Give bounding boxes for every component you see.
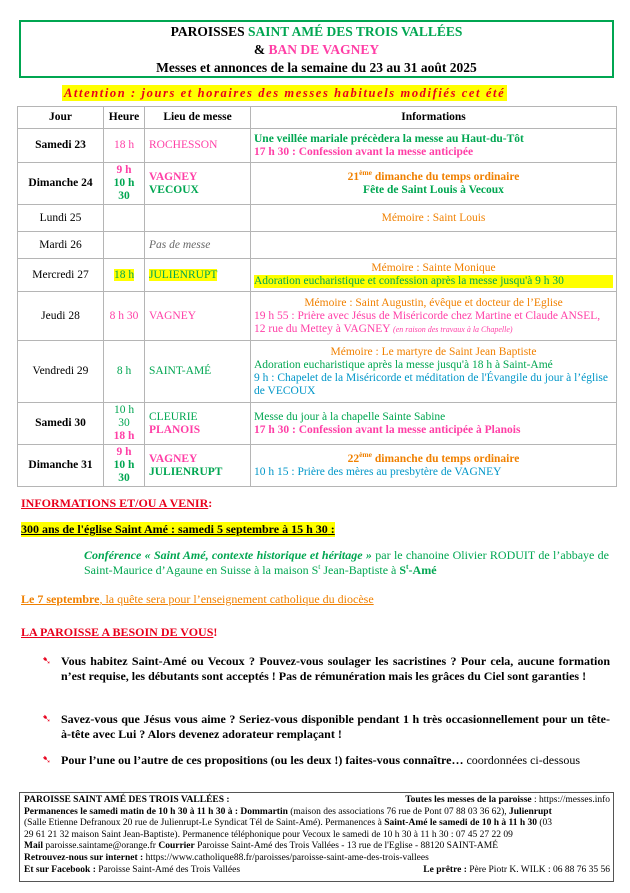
- row-info: [251, 259, 617, 292]
- collection-note: Le 7 septembre, la quête sera pour l’enseignement catholique du diocèse: [21, 592, 374, 606]
- row-info: [251, 445, 617, 487]
- list-item: [42, 654, 610, 683]
- header-line-2: [21, 41, 612, 59]
- row-place: VAGNEY: [145, 292, 251, 341]
- row-info: [251, 232, 617, 259]
- info-line: 21ème dimanche du temps ordinaire: [347, 167, 520, 183]
- list-item: [42, 712, 610, 741]
- info-line: Adoration eucharistique après la messe jusqu'à 18 h à Saint-Amé: [254, 358, 553, 371]
- info-line: 9 h : Chapelet de la Miséricorde et méditation de l'Évangile du jour à l’église de VECOUX: [254, 371, 608, 397]
- row-hour: 18 h: [104, 259, 145, 292]
- info-line: Mémoire : Saint Augustin, évêque et docteur de l’Eglise: [304, 296, 563, 309]
- footer-line: PAROISSE SAINT AMÉ DES TROIS VALLÉES : Toutes les messes de la paroisse : https://messes.info: [24, 795, 610, 805]
- row-day: Dimanche 31: [18, 445, 104, 487]
- row-day: Vendredi 29: [18, 341, 104, 403]
- hour-line: 10 h 30: [113, 177, 135, 202]
- table-row: [18, 163, 617, 205]
- row-place: ROCHESSON: [145, 129, 251, 163]
- row-info: [251, 292, 617, 341]
- row-day: Lundi 25: [18, 205, 104, 232]
- row-place: Pas de messe: [145, 232, 251, 259]
- row-place: [145, 163, 251, 205]
- table-row: [18, 445, 617, 487]
- col-info: Informations: [251, 107, 617, 129]
- hour-line: 10 h 30: [113, 459, 135, 484]
- info-line: 17 h 30 : Confession avant la messe anticipée: [254, 145, 474, 158]
- place-line: VAGNEY: [149, 452, 198, 465]
- row-hour: [104, 205, 145, 232]
- row-place: JULIENRUPT: [145, 259, 251, 292]
- hand-arrow-icon: ➷: [42, 655, 52, 667]
- bullet-text: Savez-vous que Jésus vous aime ? Seriez-vous disponible pendant 1 h très occasionnellement pour un tête-à-tête avec Lui ? Alors devenez adorateur remplaçant !: [61, 712, 610, 741]
- table-row: [18, 292, 617, 341]
- header-line-1: [21, 23, 612, 41]
- place-line: PLANOIS: [149, 423, 201, 436]
- place-line: VECOUX: [149, 183, 199, 196]
- hour-line: 9 h: [116, 446, 132, 458]
- info-line: 10 h 15 : Prière des mères au presbytère de VAGNEY: [254, 465, 502, 478]
- hour-line: 9 h: [116, 164, 132, 176]
- row-hour: 8 h 30: [104, 292, 145, 341]
- need-title: LA PAROISSE A BESOIN DE VOUS!: [21, 625, 218, 639]
- info-line: 19 h 55 : Prière avec Jésus de Miséricorde chez Martine et Claude ANSEL, 12 rue du Mettey à VAGNEY (en raison des travaux à la Chapelle): [254, 309, 601, 335]
- header-prefix: PAROISSES: [170, 24, 249, 39]
- header-line-3: Messes et annonces de la semaine du 23 au 31 août 2025: [156, 60, 477, 75]
- row-info: [251, 163, 617, 205]
- row-day: Mardi 26: [18, 232, 104, 259]
- row-place: [145, 205, 251, 232]
- bullet-text: Vous habitez Saint-Amé ou Vecoux ? Pouvez-vous soulager les sacristines ? Pour cela, aucune formation n’est requise, les débutants sont acceptés ! Pas de rémunération mais les grâces du Ciel sont garanties !: [61, 654, 610, 683]
- attention-banner: Attention : jours et horaires des messes habituels modifiés cet été: [64, 86, 506, 100]
- row-hour: [104, 232, 145, 259]
- info-line: Une veillée mariale précèdera la messe au Haut-du-Tôt: [254, 132, 524, 145]
- table-row: [18, 205, 617, 232]
- row-info: [251, 403, 617, 445]
- row-day: Samedi 23: [18, 129, 104, 163]
- col-jour: Jour: [18, 107, 104, 129]
- place-line: VAGNEY: [149, 170, 198, 183]
- conference-text: Conférence « Saint Amé, contexte historique et héritage » par le chanoine Olivier RODUIT de l’abbaye de Saint-Maurice d’Agaune en Suisse à la maison $S^t$ Jean-Baptiste à $S^t$-Amé: [84, 548, 610, 577]
- hour-line: 10 h 30: [113, 404, 135, 429]
- row-day: Samedi 30: [18, 403, 104, 445]
- footer-line: Retrouvez-nous sur internet : https://www.catholique88.fr/paroisses/paroisse-saint-ame-des-trois-vallees: [24, 852, 429, 863]
- place-line: JULIENRUPT: [149, 465, 223, 478]
- footer-line: Mail paroisse.saintame@orange.fr Courrier Paroisse Saint-Amé des Trois Vallées - 13 rue de l'Eglise - 88120 SAINT-AMÉ: [24, 841, 499, 852]
- row-hour: [104, 445, 145, 487]
- header-parish-name: SAINT AMÉ DES TROIS VALLÉES: [248, 24, 463, 39]
- table-row: [18, 341, 617, 403]
- bullet-text: Pour l’une ou l’autre de ces propositions (ou les deux !) faites-vous connaître… coordonnées ci-dessous: [61, 753, 581, 767]
- table-row: [18, 232, 617, 259]
- info-line: Adoration eucharistique et confession après la messe jusqu'à 9 h 30: [254, 275, 613, 288]
- row-hour: [104, 403, 145, 445]
- row-hour: 18 h: [104, 129, 145, 163]
- col-lieu: Lieu de messe: [145, 107, 251, 129]
- table-row: [18, 403, 617, 445]
- info-line: 17 h 30 : Confession avant la messe anticipée à Planois: [254, 423, 521, 436]
- footer-line: Et sur Facebook : Paroisse Saint-Amé des Trois Vallées Le prêtre : Père Piotr K. WILK : 06 88 76 35 56: [24, 864, 610, 875]
- info-line: Messe du jour à la chapelle Sainte Sabine: [254, 410, 446, 423]
- hour-line: 18 h: [113, 430, 135, 442]
- header-box: [19, 20, 614, 78]
- info-line: Fête de Saint Louis à Vecoux: [363, 183, 504, 196]
- info-line: Mémoire : Le martyre de Saint Jean Baptiste: [330, 345, 537, 358]
- infos-title: INFORMATIONS ET/OU A VENIR:: [21, 496, 213, 510]
- row-place: SAINT-AMÉ: [145, 341, 251, 403]
- info-line: Mémoire : Sainte Monique: [371, 262, 496, 274]
- row-info: Mémoire : Saint Louis: [251, 205, 617, 232]
- contact-footer: [19, 792, 614, 882]
- row-hour: 8 h: [104, 341, 145, 403]
- hand-arrow-icon: ➷: [42, 754, 52, 766]
- row-hour: [104, 163, 145, 205]
- row-day: Dimanche 24: [18, 163, 104, 205]
- row-day: Mercredi 27: [18, 259, 104, 292]
- col-heure: Heure: [104, 107, 145, 129]
- table-row: [18, 129, 617, 163]
- footer-line: 29 61 21 32 maison Saint Jean-Baptiste). Permanence téléphonique pour Vecoux le samedi de 10 h 30 à 11 h 30 : 07 45 27 22 09: [24, 829, 513, 840]
- row-place: [145, 403, 251, 445]
- row-info: [251, 341, 617, 403]
- row-info: [251, 129, 617, 163]
- hand-arrow-icon: ➷: [42, 713, 52, 725]
- footer-line: (Salle Etienne Defranoux 20 rue de Julienrupt-Le Syndicat Tél de Saint-Amé). Permanences à Saint-Amé le samedi de 10 h à 11 h 30 (03: [24, 818, 553, 829]
- place-line: CLEURIE: [149, 410, 198, 423]
- table-header-row: [18, 107, 617, 129]
- info-line: 22ème dimanche du temps ordinaire: [347, 449, 520, 465]
- list-item: [42, 753, 610, 768]
- row-place: [145, 445, 251, 487]
- footer-line: Permanences le samedi matin de 10 h 30 à 11 h 30 à : Dommartin (maison des associations 76 rue de Pont 07 88 03 36 62), Julienrupt: [24, 806, 552, 817]
- header-ban-name: BAN DE VAGNEY: [268, 42, 380, 57]
- header-amp: &: [253, 42, 269, 57]
- row-day: Jeudi 28: [18, 292, 104, 341]
- anniversary-line: 300 ans de l'église Saint Amé : samedi 5 septembre à 15 h 30 :: [21, 522, 335, 536]
- table-row: [18, 259, 617, 292]
- schedule-table: [17, 106, 617, 487]
